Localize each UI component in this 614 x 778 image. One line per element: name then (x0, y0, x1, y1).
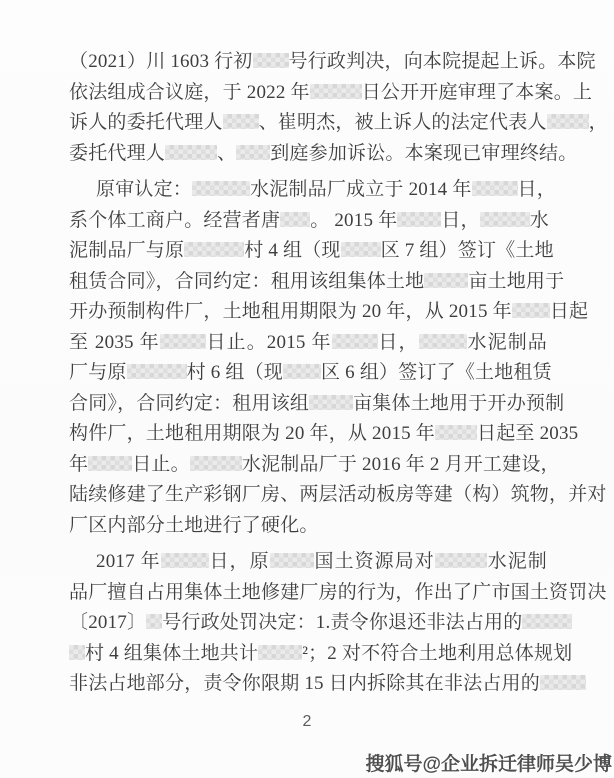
text-run: 日公开开庭审理了本案。上 (361, 81, 593, 103)
document-line (69, 511, 547, 542)
document-line (69, 450, 560, 481)
text-run: 〔2017〕 (69, 612, 147, 633)
redaction-block (88, 456, 132, 471)
text-run: 号行政处罚决定：1.责令你退还非法占用的 (162, 612, 523, 633)
document-body (69, 47, 608, 700)
redaction-block (522, 614, 572, 629)
text-run: 系个体工商户。经营者唐 (69, 209, 281, 231)
text-run: 水泥制品厂成立于 2014 年 (250, 179, 472, 200)
text-run: 年 (69, 453, 89, 475)
redaction-block (160, 334, 206, 349)
text-run: 品厂擅自占用集体土地修建厂房的行为，作出了广市国土资罚决 (69, 581, 607, 603)
text-run: 日止。2015 年 (205, 331, 332, 353)
redaction-block (341, 242, 381, 257)
redaction-block (127, 364, 187, 379)
document-line (69, 108, 608, 139)
text-run: 至 2035 年 (69, 331, 160, 353)
text-run: 、 (217, 142, 237, 164)
text-run: ²；2 对不符合土地利用总体规划 (302, 642, 573, 664)
text-run: 日， (517, 179, 556, 200)
document-line (69, 78, 593, 109)
redaction-block (472, 181, 518, 196)
text-run: 陆续修建了生产彩钢厂房、两层活动板房等建（构）筑物，并对 (69, 484, 607, 505)
redaction-block (397, 212, 441, 227)
text-run: 村 4 组集体土地共计 (85, 642, 259, 664)
text-run: 。 2015 年 (310, 209, 398, 231)
text-run: 依法组成合议庭，于 2022 年 (69, 81, 310, 103)
page-number: 2 (302, 713, 312, 730)
redaction-block (258, 645, 302, 660)
redaction-block (424, 273, 468, 288)
document-line (69, 139, 578, 170)
redaction-block (165, 145, 217, 160)
document-line (69, 175, 556, 206)
text-run: 租赁合同》，合同约定：租用该组集体土地 (69, 270, 425, 292)
text-run: 原审认定： (96, 179, 193, 200)
redaction-block (184, 242, 244, 257)
redaction-block (435, 425, 477, 440)
document-line (69, 480, 607, 511)
text-run: 到庭参加诉讼。本案现已审理终结。 (270, 142, 578, 164)
document-line (69, 419, 579, 450)
redaction-block (283, 364, 321, 379)
watermark: 搜狐号@企业拆迁律师吴少博 (365, 754, 612, 775)
text-run: 厂区内部分土地进行了硬化。 (69, 514, 319, 536)
text-run: 水泥制品 (466, 331, 547, 353)
text-run: （2021）川 1603 行初 (69, 51, 253, 72)
redaction-block (69, 645, 85, 660)
text-run: ， (588, 112, 608, 133)
redaction-block (280, 212, 310, 227)
text-run: 亩土地用于 (468, 270, 565, 292)
text-run: 诉人的委托代理人 (69, 112, 223, 133)
text-run: 区 6 组）签订了《土地租赁 (321, 362, 552, 383)
redaction-block (236, 145, 270, 160)
redaction-block (161, 553, 209, 568)
redaction-block (547, 114, 589, 129)
redaction-block (253, 53, 289, 68)
redaction-block (146, 614, 162, 629)
text-run: 国土资源局对 (313, 551, 435, 572)
redaction-block (419, 334, 467, 349)
text-run: 厂与原 (69, 362, 127, 383)
text-run: 水泥制 (486, 551, 547, 572)
redaction-block (223, 114, 259, 129)
document-line (69, 297, 589, 328)
text-run: 日起 (549, 301, 589, 322)
text-run: 日，原 (208, 551, 270, 572)
text-run: 区 7 组）签订《土地 (380, 240, 554, 261)
paragraph (69, 47, 608, 169)
document-line (69, 669, 547, 700)
document-line (69, 639, 573, 670)
document-line (69, 547, 547, 578)
document-line (69, 206, 547, 237)
text-run: 村 6 组（现 (186, 362, 284, 383)
document-line (69, 578, 607, 609)
text-run: 2017 年 (96, 551, 161, 572)
redaction-block (190, 456, 242, 471)
redaction-block (270, 553, 314, 568)
text-run: 委托代理人 (69, 142, 166, 164)
document-line (69, 608, 547, 639)
text-run: 构件厂，土地租用期限为 20 年，从 2015 年 (69, 423, 436, 444)
document-line (69, 47, 596, 78)
text-run: 日起至 2035 (477, 423, 579, 444)
redaction-block (540, 675, 586, 690)
document-line (69, 358, 552, 389)
redaction-block (310, 84, 362, 99)
text-run: 泥制品厂与原 (69, 240, 185, 261)
text-run: 日， (377, 331, 419, 353)
text-run: 亩集体土地用于开办预制 (353, 392, 565, 414)
redaction-block (192, 181, 250, 196)
text-run: 水 (529, 209, 549, 231)
paragraph (69, 547, 607, 700)
document-line (69, 267, 565, 298)
text-run: 日止。 (132, 453, 190, 475)
text-run: 非法占地部分，责令你限期 15 日内拆除其在非法占用的 (69, 673, 540, 694)
redaction-block (512, 303, 550, 318)
text-run: 开办预制构件厂，土地租用期限为 20 年，从 2015 年 (69, 301, 512, 322)
redaction-block (435, 553, 487, 568)
text-run: 、崔明杰，被上诉人的法定代表人 (258, 112, 547, 133)
document-line (69, 328, 547, 359)
redaction-block (309, 395, 353, 410)
text-run: 号行政判决，向本院提起上诉。本院 (288, 51, 596, 72)
text-run: 日， (441, 209, 480, 231)
text-run: 水泥制品厂于 2016 年 2 月开工建设， (241, 453, 560, 475)
document-line (69, 236, 554, 267)
text-run: 村 4 组（现 (244, 240, 341, 261)
text-run: 合同》，合同约定：租用该组 (69, 392, 310, 414)
document-line (69, 389, 565, 420)
redaction-block (332, 334, 378, 349)
redaction-block (480, 212, 530, 227)
paragraph (69, 175, 607, 541)
